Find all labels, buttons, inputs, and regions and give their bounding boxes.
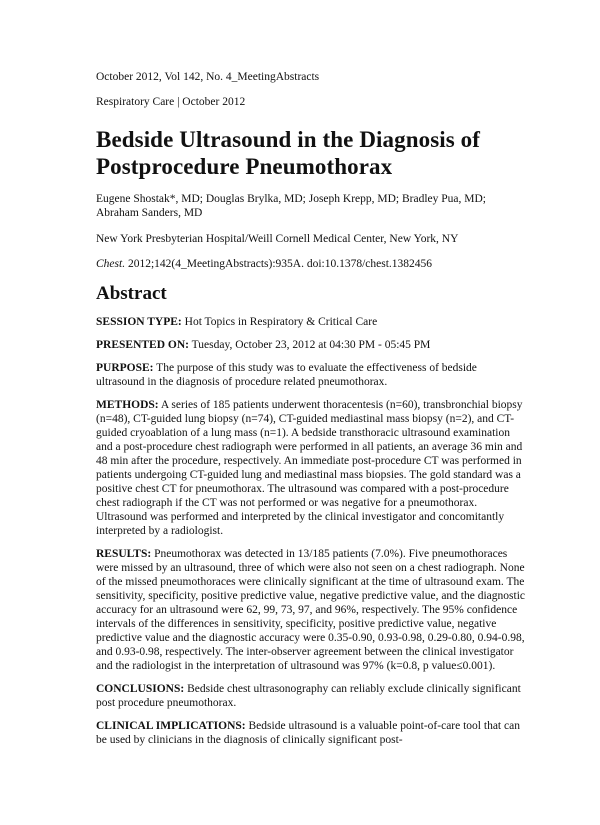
abstract-heading: Abstract: [96, 283, 167, 304]
section-text: Pneumothorax was detected in 13/185 patients (7.0%). Five pneumothoraces were missed by an ultrasound, three of which were also not seen on a chest radiograph. None of the missed pneumothoraces were clinically significant at the time of ultrasound exam. The sensitivity, specificity, positive predictive value, negative predictive value, and the diagnostic accuracy for an ultrasound were 62, 99, 73, 97, and 96%, respectively. The 95% confidence intervals of the differences in sensitivity, specificity, positive predictive value, negative predictive value and the diagnostic accuracy were 0.35-0.90, 0.93-0.98, 0.29-0.80, 0.94-0.98, and 0.93-0.98, respectively. The inter-observer agreement between the clinical investigator and the radiologist in the interpretation of ultrasound was 97% (k=0.8, p value≤0.001).: [96, 548, 525, 672]
section-text: Tuesday, October 23, 2012 at 04:30 PM - 05:45 PM: [188, 339, 431, 351]
citation-journal: Chest.: [96, 258, 126, 270]
abstract-purpose: [96, 361, 526, 389]
section-text: A series of 185 patients underwent thoracentesis (n=60), transbronchial biopsy (n=48), CT-guided lung biopsy (n=74), CT-guided mediastinal mass biopsy (n=2), and CT-guided cryoablation of a lung mass (n=1). A bedside transthoracic ultrasound examination and a post-procedure chest radiograph were performed in all patients, an average 36 min and 48 min after the procedure, respectively. An immediate post-procedure CT was performed in patients undergoing CT-guided lung and mediastinal mass biopsies. The gold standard was a positive chest CT for pneumothorax. The ultrasound was compared with a post-procedure chest radiograph if the CT was not performed or was negative for a pneumothorax. Ultrasound was performed and interpreted by the clinical investigator and concomitantly interpreted by a radiologist.: [96, 399, 523, 537]
abstract-presented-on: [96, 338, 526, 352]
section-text: Bedside ultrasound is a valuable point-of-care tool that can be used by clinicians in the diagnosis of clinically significant post-: [96, 720, 520, 746]
section-label: CLINICAL IMPLICATIONS:: [96, 720, 246, 732]
section-text: Hot Topics in Respiratory & Critical Care: [181, 316, 378, 328]
journal-line: Respiratory Care | October 2012: [96, 96, 246, 108]
section-text: The purpose of this study was to evaluate the effectiveness of bedside ultrasound in the diagnosis of procedure related pneumothorax.: [96, 362, 477, 388]
citation-details: 2012;142(4_MeetingAbstracts):935A. doi:10.1378/chest.1382456: [125, 258, 433, 270]
section-label: SESSION TYPE:: [96, 316, 182, 328]
affiliation: New York Presbyterian Hospital/Weill Cornell Medical Center, New York, NY: [96, 233, 459, 245]
abstract-results: [96, 547, 526, 673]
article-page: [96, 70, 526, 747]
author-list: Eugene Shostak*, MD; Douglas Brylka, MD; Joseph Krepp, MD; Bradley Pua, MD; Abraham Sanders, MD: [96, 193, 487, 219]
section-text: Bedside chest ultrasonography can reliably exclude clinically significant post procedure pneumothorax.: [96, 683, 521, 709]
citation: [96, 257, 526, 271]
abstract-conclusions: [96, 682, 526, 710]
section-label: CONCLUSIONS:: [96, 683, 185, 695]
abstract-methods: [96, 398, 526, 538]
abstract-session-type: [96, 315, 526, 329]
section-label: PURPOSE:: [96, 362, 154, 374]
section-label: METHODS:: [96, 399, 159, 411]
section-label: PRESENTED ON:: [96, 339, 189, 351]
abstract-clinical-implications: [96, 719, 526, 747]
section-label: RESULTS:: [96, 548, 152, 560]
issue-line: October 2012, Vol 142, No. 4_MeetingAbstracts: [96, 71, 320, 83]
article-title: Bedside Ultrasound in the Diagnosis of Postprocedure Pneumothorax: [96, 127, 481, 179]
